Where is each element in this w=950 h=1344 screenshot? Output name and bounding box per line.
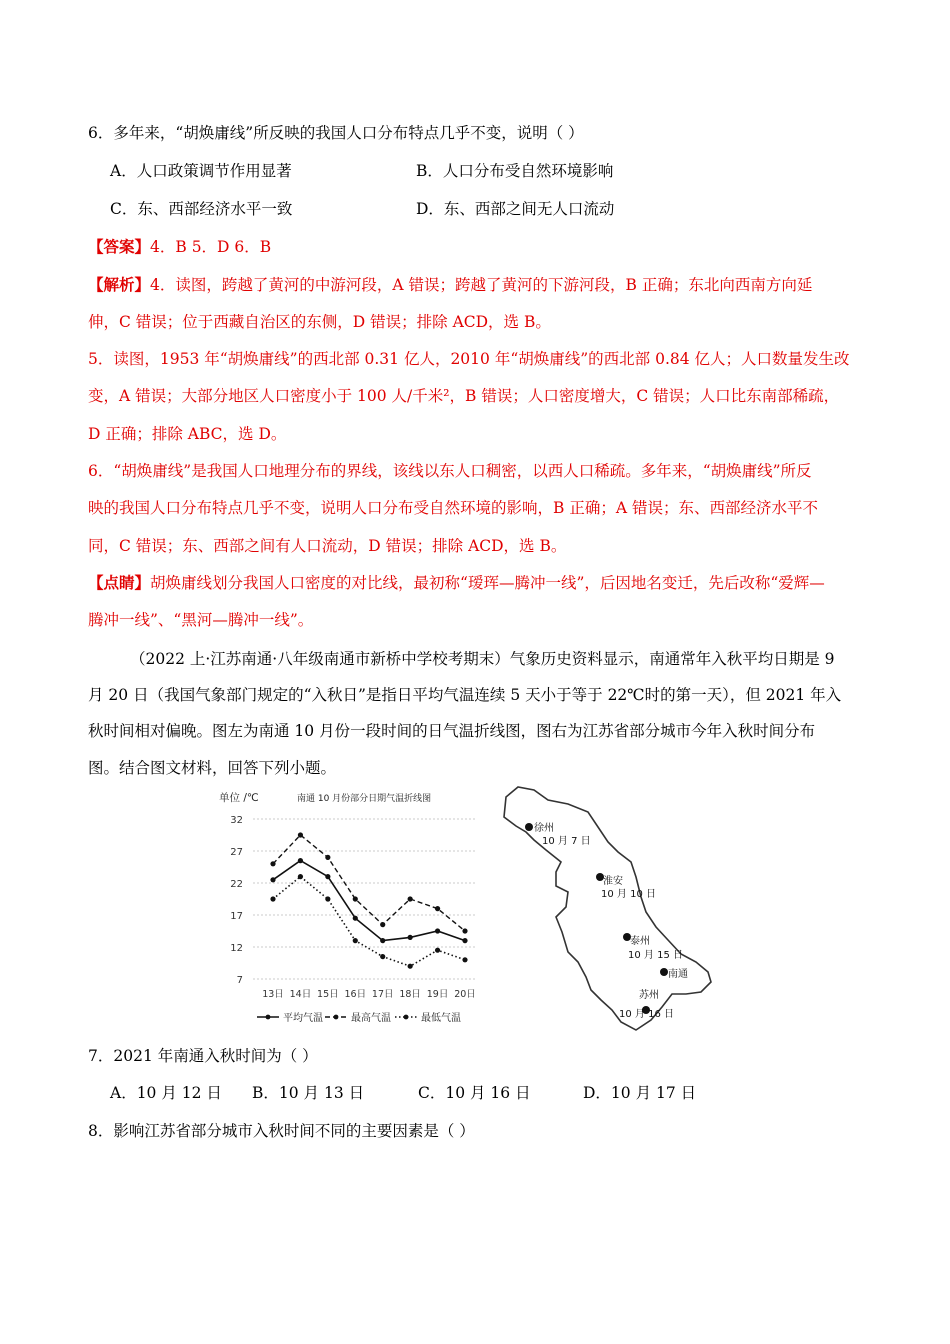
chart-xtick-label: 15日 — [317, 989, 339, 1000]
chart-point — [325, 896, 330, 901]
map-city-date: 10 月 15 日 — [628, 950, 683, 961]
q6-option-a: A．人口政策调节作用显著 — [110, 162, 292, 180]
chart-ytick-label: 17 — [230, 911, 243, 922]
passage-line-4: 图。结合图文材料，回答下列小题。 — [88, 759, 337, 777]
chart-xtick-label: 17日 — [371, 989, 394, 1000]
analysis-line-6: 6．“胡焕庸线”是我国人口地理分布的界线，该线以东人口稠密，以西人口稀疏。多年来，“胡焕庸线”所反 — [88, 462, 812, 480]
chart-point — [325, 874, 330, 879]
q7-option-c: C．10 月 16 日 — [418, 1084, 531, 1102]
map-city-marker — [660, 968, 668, 976]
chart-point — [408, 935, 413, 940]
comment-text-1: 胡焕庸线划分我国人口密度的对比线，最初称“瑷珲—腾冲一线”，后因地名变迁，先后改称“爱辉— — [150, 574, 825, 592]
analysis-line-4: 变，A 错误；大部分地区人口密度小于 100 人/千米²，B 错误；人口密度增大，C 错误；人口比东南部稀疏， — [88, 387, 840, 405]
answer-text: 4．B 5．D 6．B — [150, 238, 272, 256]
chart-legend-marker — [266, 1015, 271, 1020]
chart-point — [353, 896, 358, 901]
temperature-line-chart — [213, 785, 485, 1030]
chart-legend-label: 平均气温 — [283, 1013, 323, 1024]
chart-xtick-label: 14日 — [289, 989, 312, 1000]
chart-point — [298, 874, 303, 879]
chart-point — [298, 858, 303, 863]
chart-ytick-label: 27 — [230, 847, 243, 858]
chart-point — [270, 861, 275, 866]
jiangsu-map — [496, 782, 718, 1032]
map-city-date: 10 月 16 日 — [619, 1009, 674, 1020]
analysis-line-5: D 正确；排除 ABC，选 D。 — [88, 425, 287, 443]
chart-point — [380, 922, 385, 927]
passage-line-1: （2022 上·江苏南通·八年级南通市新桥中学校考期末）气象历史资料显示，南通常年入秋平均日期是 9 — [130, 650, 835, 668]
map-city-name: 徐州 — [534, 823, 554, 834]
chart-point — [462, 938, 467, 943]
chart-point — [408, 964, 413, 969]
chart-point — [435, 928, 440, 933]
chart-legend-marker — [334, 1015, 339, 1020]
q7-stem: 7．2021 年南通入秋时间为（ ） — [88, 1047, 318, 1065]
chart-point — [380, 938, 385, 943]
q6-option-b: B．人口分布受自然环境影响 — [416, 162, 614, 180]
chart-point — [325, 855, 330, 860]
chart-point — [462, 957, 467, 962]
chart-point — [270, 896, 275, 901]
answer-line — [88, 235, 271, 257]
chart-xtick-label: 20日 — [454, 989, 476, 1000]
chart-point — [380, 954, 385, 959]
map-city-date: 10 月 10 日 — [601, 889, 656, 900]
passage-line-2: 月 20 日（我国气象部门规定的“入秋日”是指日平均气温连续 5 天小于等于 22℃时的第一天），但 2021 年入 — [88, 686, 842, 704]
chart-legend-marker — [404, 1015, 409, 1020]
chart-point — [435, 948, 440, 953]
chart-ytick-label: 22 — [230, 879, 243, 890]
map-city-date: 10 月 7 日 — [542, 836, 591, 847]
analysis-text-1: 4．读图，跨越了黄河的中游河段，A 错误；跨越了黄河的下游河段，B 正确；东北向西南方向延 — [150, 276, 813, 294]
comment-line-2: 腾冲一线”、“黑河—腾冲一线”。 — [88, 611, 314, 629]
chart-xtick-label: 18日 — [399, 989, 421, 1000]
analysis-line-3: 5．读图，1953 年“胡焕庸线”的西北部 0.31 亿人，2010 年“胡焕庸线”的西北部 0.84 亿人；人口数量发生改 — [88, 350, 850, 368]
map-city-name: 淮安 — [603, 876, 623, 887]
chart-xtick-label: 16日 — [344, 989, 367, 1000]
q7-option-d: D．10 月 17 日 — [583, 1084, 697, 1102]
analysis-line-2: 伸，C 错误；位于西藏自治区的东侧，D 错误；排除 ACD，选 B。 — [88, 313, 551, 331]
chart-ytick-label: 12 — [230, 943, 243, 954]
analysis-line-7: 映的我国人口分布特点几乎不变，说明人口分布受自然环境的影响，B 正确；A 错误；东、西部经济水平不 — [88, 499, 818, 517]
passage-line-3: 秋时间相对偏晚。图左为南通 10 月份一段时间的日气温折线图，图右为江苏省部分城市今年入秋时间分布 — [88, 722, 816, 740]
chart-point — [353, 938, 358, 943]
chart-ylabel: 单位 /℃ — [219, 792, 259, 804]
map-city-name: 泰州 — [630, 936, 650, 947]
analysis-line-1 — [88, 273, 812, 295]
chart-point — [298, 832, 303, 837]
chart-series-line-1 — [273, 861, 465, 941]
chart-legend-label: 最低气温 — [421, 1013, 461, 1024]
analysis-tag: 【解析】 — [88, 275, 151, 294]
q8-stem: 8．影响江苏省部分城市入秋时间不同的主要因素是（ ） — [88, 1122, 475, 1140]
chart-series-line-3 — [273, 877, 465, 967]
chart-title: 南通 10 月份部分日期气温折线图 — [297, 794, 432, 804]
map-city-name: 苏州 — [639, 990, 659, 1001]
chart-xtick-label: 19日 — [426, 989, 449, 1000]
analysis-line-8: 同，C 错误；东、西部之间有人口流动，D 错误；排除 ACD，选 B。 — [88, 537, 567, 555]
map-city-name: 南通 — [668, 969, 688, 980]
chart-xtick-label: 13日 — [262, 989, 284, 1000]
chart-point — [353, 916, 358, 921]
chart-point — [408, 896, 413, 901]
chart-legend-label: 最高气温 — [351, 1013, 391, 1024]
chart-ytick-label: 7 — [236, 975, 243, 986]
chart-point — [462, 928, 467, 933]
q6-option-c: C．东、西部经济水平一致 — [110, 200, 293, 218]
answer-tag: 【答案】 — [88, 237, 151, 256]
comment-line-1 — [88, 571, 825, 593]
map-city-marker — [525, 823, 533, 831]
q6-stem: 6．多年来，“胡焕庸线”所反映的我国人口分布特点几乎不变，说明（ ） — [88, 124, 584, 142]
chart-ytick-label: 32 — [230, 815, 243, 826]
q7-option-a: A．10 月 12 日 — [110, 1084, 222, 1102]
chart-point — [270, 877, 275, 882]
comment-tag: 【点睛】 — [88, 573, 151, 592]
q7-option-b: B．10 月 13 日 — [252, 1084, 365, 1102]
chart-point — [435, 906, 440, 911]
q6-option-d: D．东、西部之间无人口流动 — [416, 200, 615, 218]
